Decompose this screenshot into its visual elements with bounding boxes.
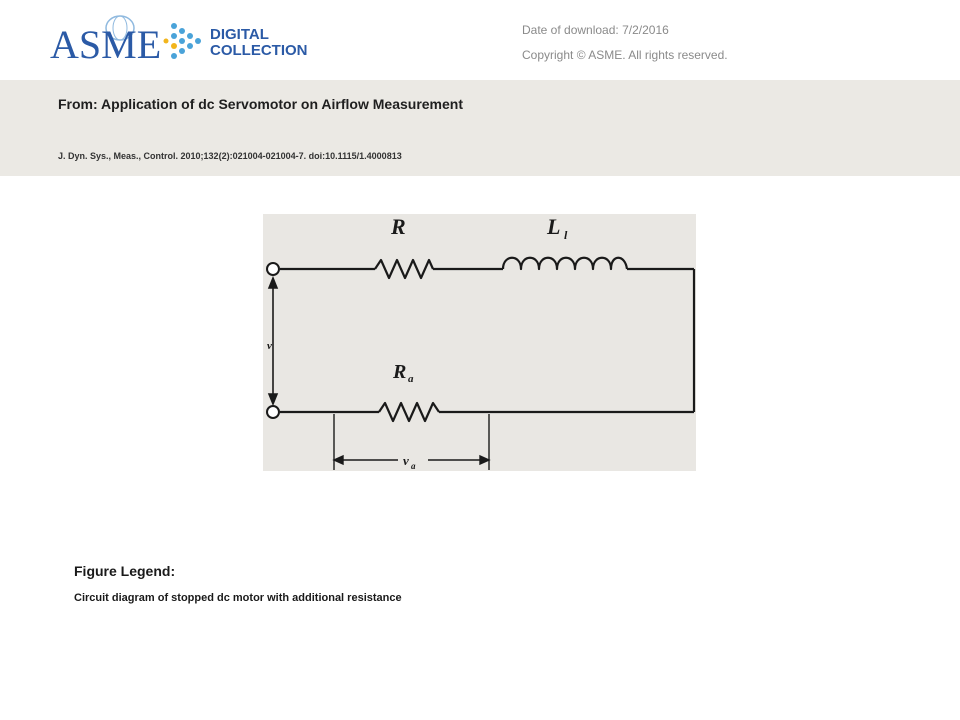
label-resistor-ra-subscript: a (408, 373, 414, 385)
figure-legend-title: Figure Legend: (74, 563, 176, 579)
logo-asme-text: ASME (50, 22, 162, 67)
terminal-bottom (267, 406, 279, 418)
article-title: From: Application of dc Servomotor on Airflow Measurement (58, 96, 463, 112)
resistor-r-symbol (375, 260, 433, 278)
article-info-band (0, 80, 960, 176)
label-voltage-va: v (403, 453, 409, 468)
download-date-line (522, 18, 728, 43)
inductor-symbol (503, 258, 627, 269)
page-header (0, 0, 960, 80)
label-inductor-subscript: l (564, 228, 568, 242)
terminal-top (267, 263, 279, 275)
copyright: Copyright © ASME. All rights reserved. (522, 48, 728, 62)
download-label: Date of download: (522, 23, 619, 37)
label-inductor-l: L (547, 214, 561, 239)
circuit-figure (263, 214, 696, 471)
label-resistor-ra: R (393, 361, 407, 383)
logo-digital-text: DIGITAL (210, 26, 269, 43)
circuit-diagram (263, 214, 696, 471)
logo-dots-icon (164, 23, 202, 59)
download-date: 7/2/2016 (622, 23, 669, 37)
figure-legend-text: Circuit diagram of stopped dc motor with additional resistance (74, 592, 402, 604)
label-resistor-r: R (391, 214, 406, 239)
logo-collection-text: COLLECTION (210, 42, 308, 59)
label-voltage-va-subscript: a (411, 461, 416, 471)
label-voltage-v: v (267, 340, 272, 352)
resistor-ra-symbol (379, 403, 439, 421)
asme-logo (48, 8, 338, 72)
download-meta (522, 18, 728, 68)
article-citation: J. Dyn. Sys., Meas., Control. 2010;132(2):021004-021004-7. doi:10.1115/1.4000813 (58, 151, 402, 161)
